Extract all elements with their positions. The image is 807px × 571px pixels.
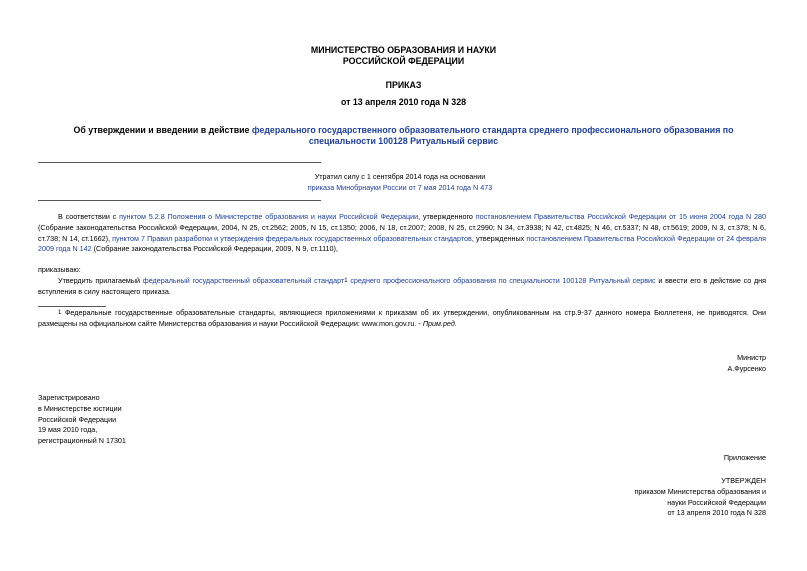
- notice-block: [250, 172, 550, 194]
- signature-block: [560, 353, 766, 375]
- doc-date-number: от 13 апреля 2010 года N 328: [341, 97, 466, 107]
- p1-text-a: В соответствии с: [58, 212, 120, 221]
- appendix-block: [560, 476, 766, 519]
- registration-line-4: 19 мая 2010 года,: [38, 425, 98, 435]
- signature-name: А.Фурсенко: [727, 363, 766, 373]
- registration-line-3: Российской Федерации: [38, 414, 117, 424]
- p1-text-d: , утвержденных: [471, 233, 527, 243]
- footnote-rule: [38, 306, 106, 307]
- p2-text-a: Утвердить прилагаемый: [58, 276, 143, 285]
- appendix-line-2: науки Российской Федерации: [667, 497, 766, 507]
- ministry-heading: [0, 45, 807, 67]
- p1-link-decree-142[interactable]: постановлением Правительства Российской Федерации от 24 февраля 2009 года N 142: [38, 233, 766, 254]
- notice-link[interactable]: приказа Минобрнауки России от 7 мая 2014 года N 473: [307, 182, 493, 192]
- appendix-approved: УТВЕРЖДЕН: [721, 476, 766, 485]
- footnote-editor-note: Прим.ред.: [422, 318, 457, 328]
- p1-text-b: , утвержденного: [418, 212, 476, 221]
- notice-line-1: Утратил силу с 1 сентября 2014 года на основании: [314, 172, 486, 181]
- orders-word: приказываю:: [38, 265, 81, 274]
- notice-rule-top: [38, 162, 321, 163]
- appendix-line-1: приказом Министерства образования и: [634, 486, 766, 496]
- p2-link-specialty[interactable]: среднего профессионального образования по специальности 100128 Ритуальный сервис: [347, 276, 656, 285]
- doc-title-link[interactable]: федерального государственного образовательного стандарта среднего профессионального образования по специальности 100128 Ритуальный сервис: [251, 125, 734, 146]
- appendix-line-3: от 13 апреля 2010 года N 328: [667, 508, 766, 518]
- appendix-label: Приложение: [723, 453, 766, 462]
- registration-line-1: Зарегистрировано: [38, 393, 100, 402]
- p1-text-e: (Собрание законодательства Российской Федерации, 2009, N 9, ст.1110),: [91, 244, 338, 254]
- p1-link-regulation[interactable]: пунктом 5.2.8 Положения о Министерстве образования и науки Российской Федерации: [119, 212, 419, 221]
- doc-title: [60, 125, 747, 147]
- footnote-text: Федеральные государственные образовательные стандарты, являющиеся приложениями к приказам об их утверждении, опубликованным на стр.9-37 данного номера Бюллетеня, не приводятся. Они размещены на официальном сайте Министерства образования и науки Российской Федерации: www.mon.gov.ru. -: [38, 308, 766, 328]
- p2-footnote-mark[interactable]: 1: [344, 278, 348, 284]
- doc-title-prefix: Об утверждении и введении в действие: [73, 125, 252, 135]
- registration-line-2: в Министерстве юстиции: [38, 403, 122, 413]
- footnote-mark: 1: [58, 310, 62, 316]
- signature-role: Министр: [737, 353, 766, 362]
- p2-link-standard[interactable]: федеральный государственный образовательный стандарт: [142, 276, 345, 285]
- notice-rule-bottom: [38, 200, 321, 201]
- p2-text-b: и ввести его в действие со дня вступления в силу настоящего приказа.: [38, 276, 767, 296]
- p1-link-decree-280[interactable]: постановлением Правительства Российской Федерации от 15 июня 2004 года N 280: [475, 212, 767, 221]
- p1-link-rules[interactable]: пунктом 7 Правил разработки и утверждения федеральных государственных образовательных стандартов: [112, 233, 472, 243]
- paragraph-basis: [38, 212, 766, 255]
- paragraph-approve: [38, 276, 766, 298]
- registration-block: [38, 393, 126, 447]
- footnote: [38, 308, 766, 330]
- p1-text-c: (Собрание законодательства Российской Федерации, 2004, N 25, ст.2562; 2005, N 15, ст.1350; 2006, N 18, ст.2007; 2008, N 25, ст.2990; N 34, ст.3938; N 42, ст.4825; N 46, ст.5337; N 48, ст.5619; 2009, N 3, ст.378; N 6, ст.738; N 14, ст.1662),: [38, 222, 766, 243]
- ministry-line-2: РОССИЙСКОЙ ФЕДЕРАЦИИ: [342, 55, 465, 66]
- registration-line-5: регистрационный N 17301: [38, 436, 126, 446]
- ministry-line-1: МИНИСТЕРСТВО ОБРАЗОВАНИЯ И НАУКИ: [310, 45, 497, 55]
- doc-type: ПРИКАЗ: [385, 80, 422, 90]
